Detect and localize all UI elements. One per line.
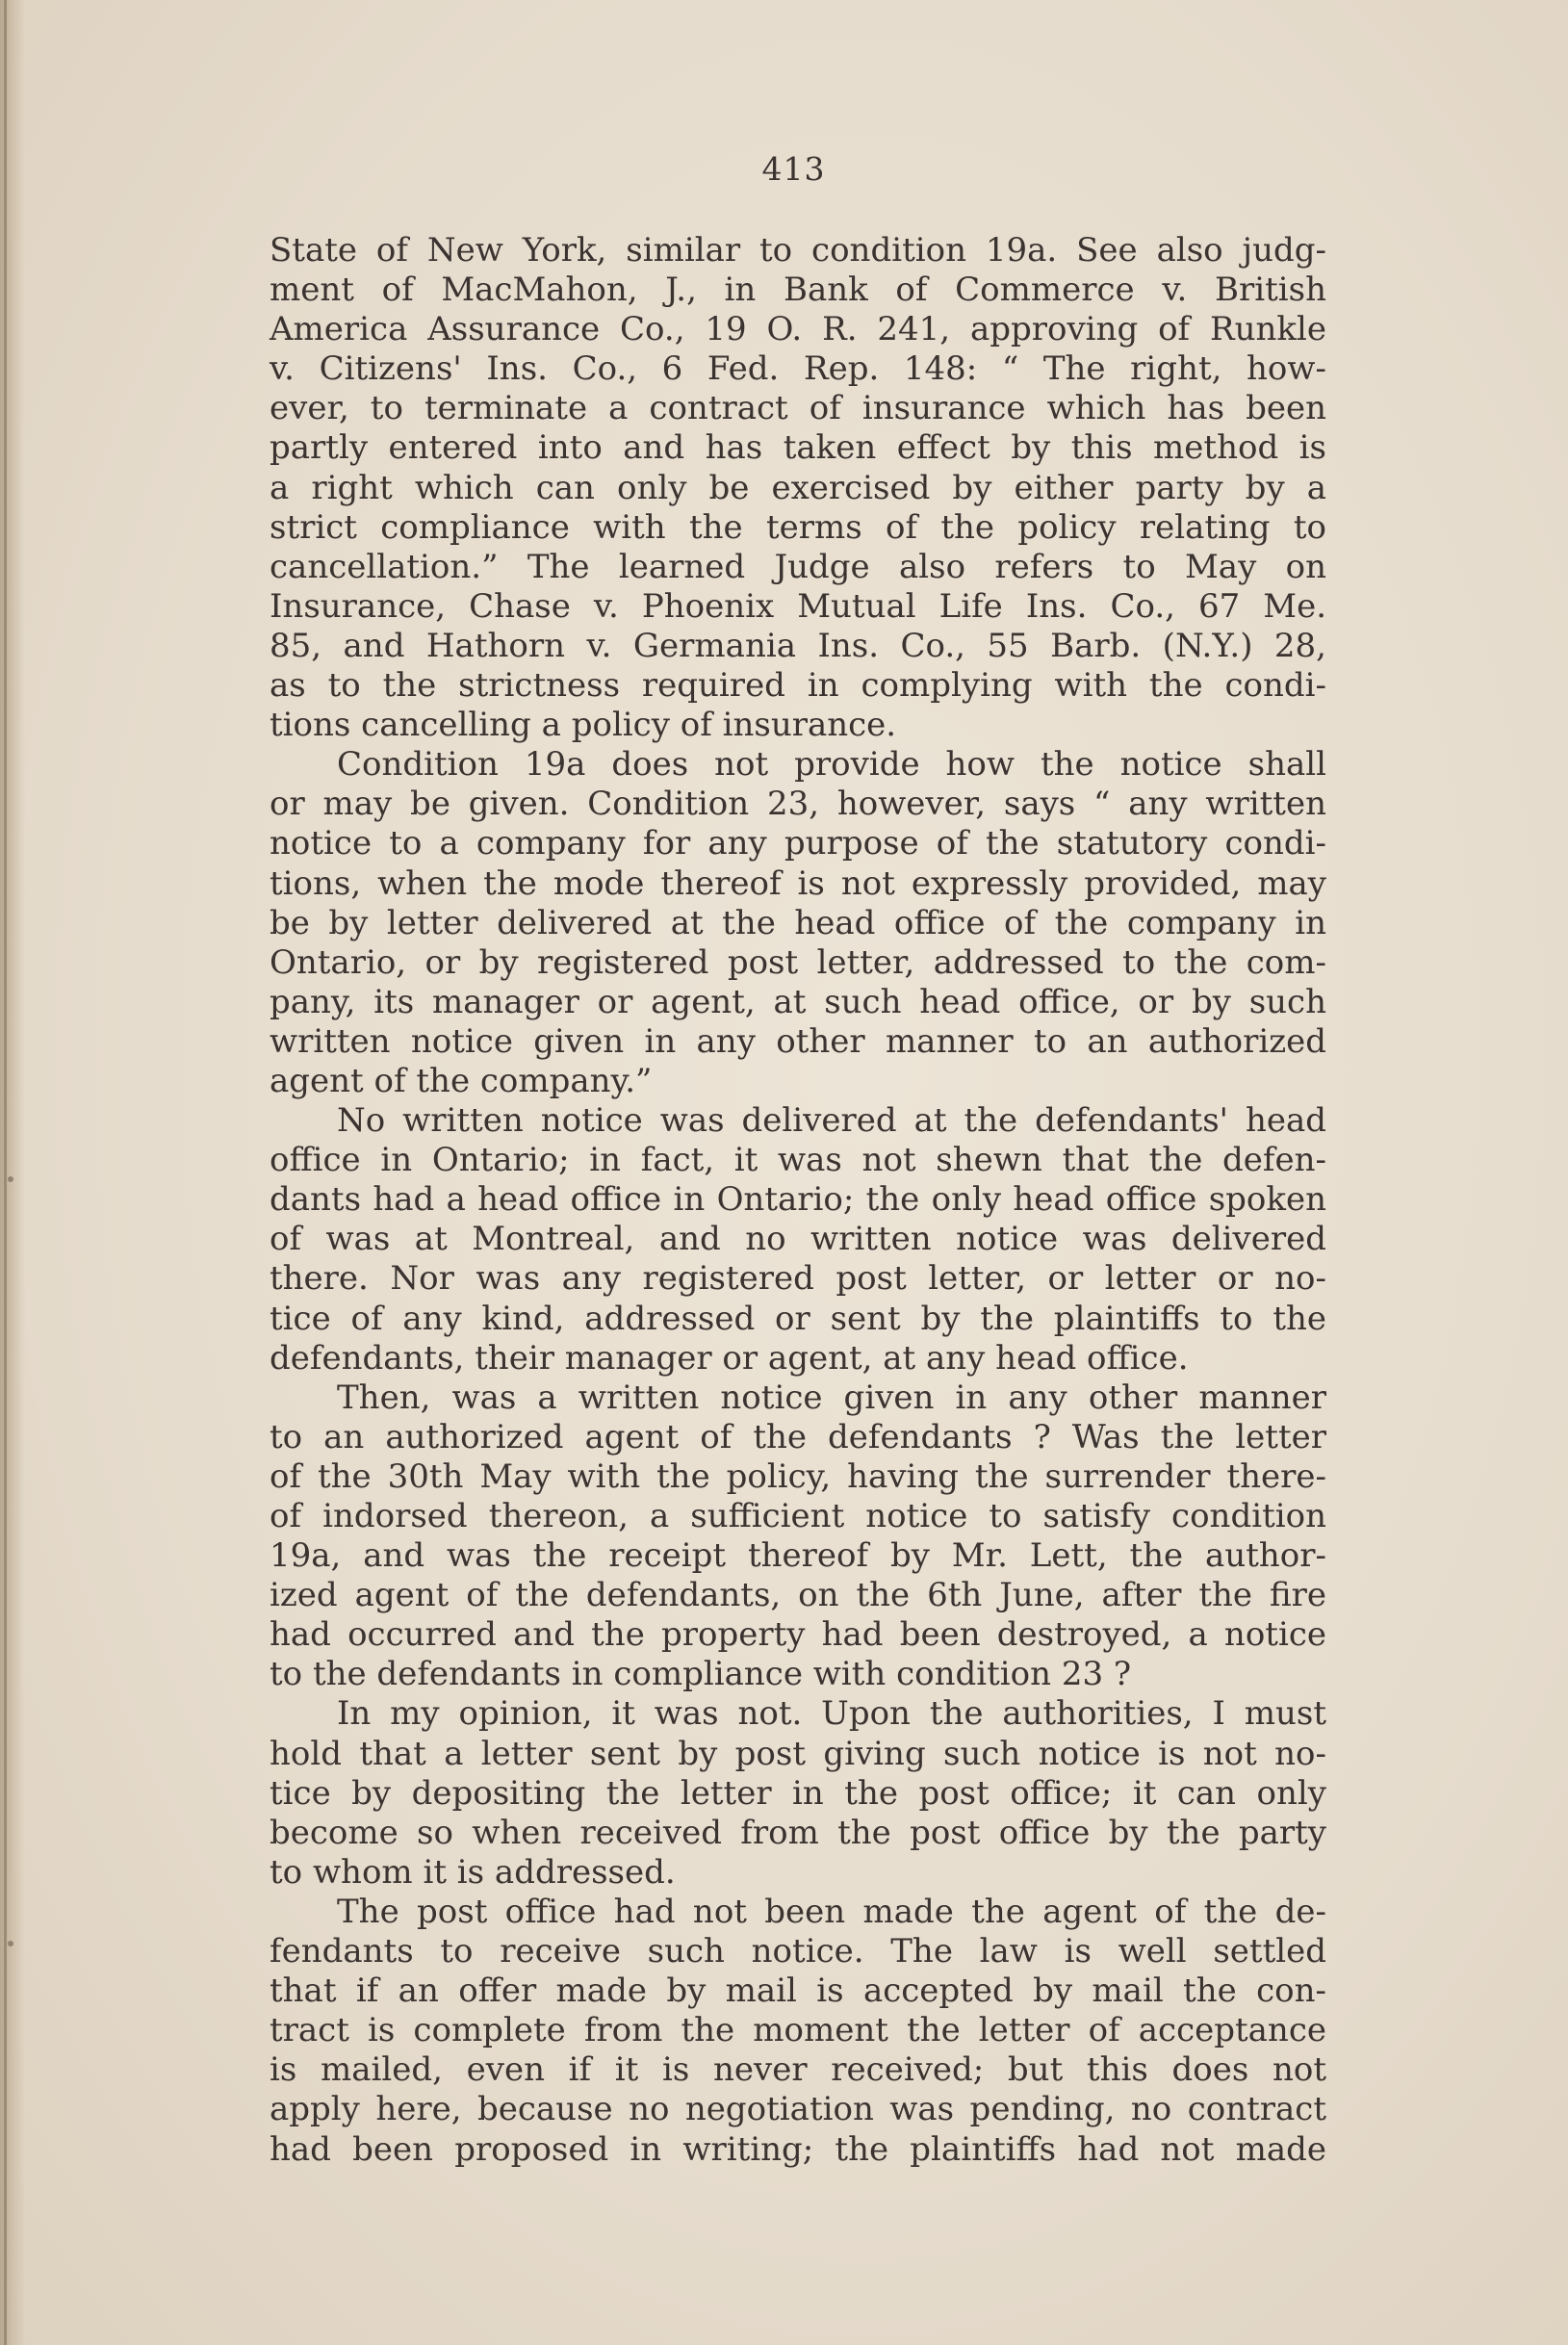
- text-line: be by letter delivered at the head office of the company in: [270, 903, 1326, 942]
- text-line: of was at Montreal, and no written notice was delivered: [270, 1220, 1326, 1259]
- text-line: tice of any kind, addressed or sent by the plaintiffs to the: [270, 1299, 1326, 1338]
- text-line: 85, and Hathorn v. Germania Ins. Co., 55 Barb. (N.Y.) 28,: [270, 626, 1326, 665]
- text-line: Condition 19a does not provide how the notice shall: [337, 745, 1326, 785]
- text-line: that if an offer made by mail is accepted by mail the con-: [270, 1971, 1326, 2011]
- text-line: 19a, and was the receipt thereof by Mr. Lett, the author-: [270, 1536, 1326, 1576]
- margin-mark: [8, 1176, 13, 1182]
- body-text: [270, 231, 1326, 2170]
- text-line: partly entered into and has taken effect by this method is: [270, 428, 1326, 468]
- text-line: as to the strictness required in complying with the condi-: [270, 666, 1326, 706]
- text-line: tice by depositing the letter in the post office; it can only: [270, 1773, 1326, 1813]
- text-line: State of New York, similar to condition 19a. See also judg-: [270, 231, 1326, 270]
- paragraph: [270, 231, 1326, 745]
- text-line: pany, its manager or agent, at such head office, or by such: [270, 982, 1326, 1021]
- text-line: ever, to terminate a contract of insurance which has been: [270, 389, 1326, 428]
- text-line: The post office had not been made the agent of the de-: [337, 1892, 1326, 1931]
- text-line: tions cancelling a policy of insurance.: [270, 706, 897, 745]
- paragraph: [270, 1379, 1326, 1695]
- text-line: ment of MacMahon, J., in Bank of Commerce v. British: [270, 271, 1326, 310]
- text-line: a right which can only be exercised by either party by a: [270, 468, 1326, 507]
- text-line: hold that a letter sent by post giving such notice is not no-: [270, 1734, 1326, 1773]
- text-line: or may be given. Condition 23, however, says “ any written: [270, 785, 1326, 824]
- text-line: to whom it is addressed.: [270, 1852, 676, 1892]
- text-line: office in Ontario; in fact, it was not shewn that the defen-: [270, 1141, 1326, 1180]
- text-line: Then, was a written notice given in any other manner: [337, 1378, 1326, 1417]
- text-line: Insurance, Chase v. Phoenix Mutual Life Ins. Co., 67 Me.: [270, 586, 1326, 626]
- text-line: notice to a company for any purpose of the statutory condi-: [270, 824, 1326, 863]
- binding-edge: [4, 0, 7, 2345]
- text-line: to the defendants in compliance with condition 23 ?: [270, 1655, 1132, 1694]
- text-line: to an authorized agent of the defendants ? Was the letter: [270, 1417, 1326, 1456]
- text-line: v. Citizens' Ins. Co., 6 Fed. Rep. 148: “ The right, how-: [270, 349, 1326, 389]
- text-line: had occurred and the property had been destroyed, a notice: [270, 1615, 1326, 1655]
- text-line: strict compliance with the terms of the policy relating to: [270, 507, 1326, 547]
- text-line: No written notice was delivered at the defendants' head: [337, 1101, 1326, 1141]
- text-line: America Assurance Co., 19 O. R. 241, approving of Runkle: [270, 310, 1326, 349]
- text-line: of the 30th May with the policy, having the surrender there-: [270, 1456, 1326, 1496]
- text-line: Ontario, or by registered post letter, addressed to the com-: [270, 942, 1326, 982]
- text-line: In my opinion, it was not. Upon the authorities, I must: [337, 1694, 1326, 1734]
- text-line: fendants to receive such notice. The law is well settled: [270, 1932, 1326, 1971]
- paragraph: [270, 1893, 1326, 2170]
- text-line: ized agent of the defendants, on the 6th June, after the fire: [270, 1576, 1326, 1615]
- paragraph: [270, 745, 1326, 1101]
- text-line: tract is complete from the moment the letter of acceptance: [270, 2011, 1326, 2050]
- paragraph: [270, 1694, 1326, 1892]
- text-line: dants had a head office in Ontario; the only head office spoken: [270, 1180, 1326, 1220]
- text-line: of indorsed thereon, a sufficient notice to satisfy condition: [270, 1497, 1326, 1535]
- text-line: apply here, because no negotiation was pending, no contract: [270, 2090, 1326, 2129]
- page-number: 413: [761, 150, 826, 188]
- text-line: written notice given in any other manner to an authorized: [270, 1021, 1326, 1061]
- text-line: become so when received from the post office by the party: [270, 1813, 1326, 1852]
- text-line: agent of the company.”: [270, 1061, 653, 1100]
- text-line: had been proposed in writing; the plaintiffs had not made: [270, 2129, 1326, 2169]
- text-line: cancellation.” The learned Judge also refers to May on: [270, 547, 1326, 586]
- text-line: tions, when the mode thereof is not expressly provided, may: [270, 863, 1326, 903]
- paragraph: [270, 1101, 1326, 1379]
- text-line: there. Nor was any registered post letter, or letter or no-: [270, 1259, 1326, 1299]
- margin-mark: [8, 1941, 13, 1946]
- text-line: is mailed, even if it is never received; but this does not: [270, 2050, 1326, 2090]
- text-line: defendants, their manager or agent, at any head office.: [270, 1338, 1189, 1378]
